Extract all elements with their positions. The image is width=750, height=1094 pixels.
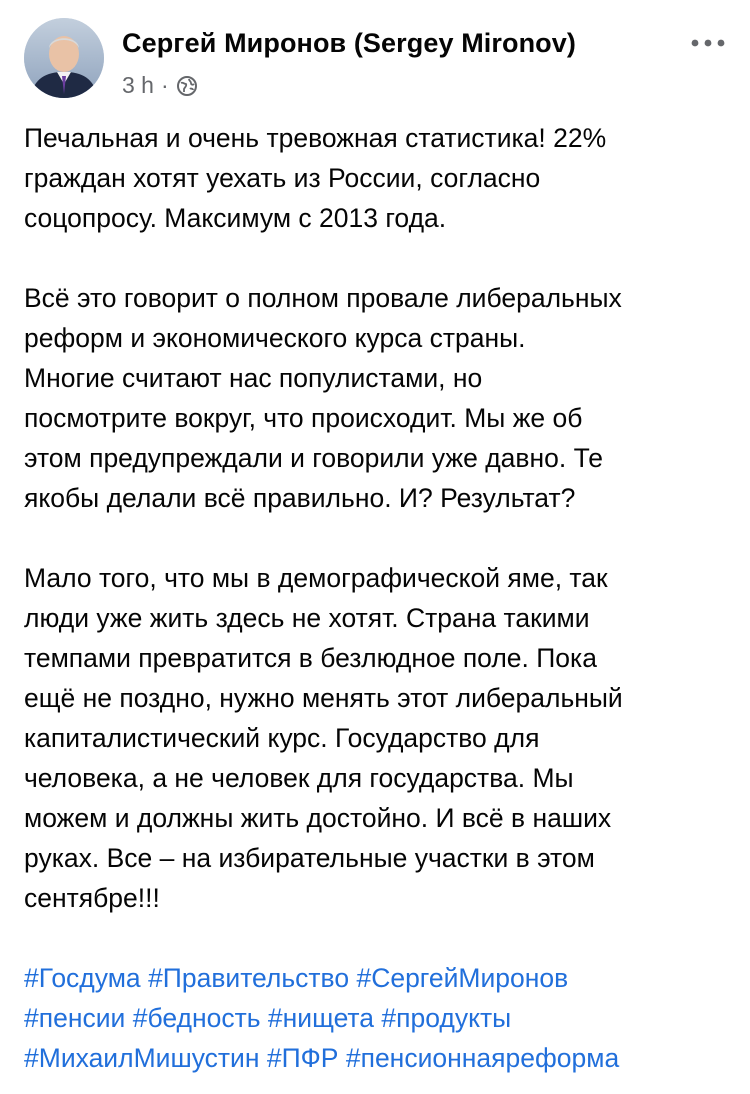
post-paragraph: Всё это говорит о полном провале либеральных реформ и экономического курса страны. Многие считают нас популистами, но посмотрите вокруг, что происходит. Мы же об этом предупреждали и говорили уже давно. Те якобы делали всё правильно. И? Результат? [24, 283, 622, 513]
hashtag-link[interactable]: #Правительство [148, 963, 350, 993]
more-dots-icon [691, 39, 725, 47]
hashtag-list [24, 958, 736, 1078]
post-time[interactable]: 3 h [122, 72, 154, 98]
hashtag-link[interactable]: #пенсии [24, 1003, 126, 1033]
post-header [24, 18, 734, 100]
hashtag-link[interactable]: #СергейМиронов [356, 963, 569, 993]
hashtag-link[interactable]: #ПФР [266, 1043, 339, 1073]
post-body [24, 118, 736, 1078]
hashtag-link[interactable]: #бедность [132, 1003, 261, 1033]
hashtag-link[interactable]: #продукты [381, 1003, 512, 1033]
post-paragraph: Мало того, что мы в демографической яме, так люди уже жить здесь не хотят. Страна такими темпами превратится в безлюдное поле. Пока ещё не поздно, нужно менять этот либеральный капиталистический курс. Государство для человека, а не человек для государства. Мы можем и должны жить достойно. И всё в наших руках. Все – на избирательные участки в этом сентябре!!! [24, 563, 623, 913]
hashtag-link[interactable]: #МихаилМишустин [24, 1043, 260, 1073]
hashtag-link[interactable]: #Госдума [24, 963, 141, 993]
avatar[interactable] [24, 18, 104, 98]
hashtag-link[interactable]: #нищета [267, 1003, 375, 1033]
post-paragraph: Печальная и очень тревожная статистика! 22% граждан хотят уехать из России, согласно соцопросу. Максимум с 2013 года. [24, 123, 607, 233]
post-meta [122, 72, 198, 99]
globe-icon [176, 75, 198, 97]
meta-separator: · [160, 72, 169, 98]
more-options-button[interactable] [688, 28, 728, 58]
hashtag-link[interactable]: #пенсионнаяреформа [345, 1043, 620, 1073]
author-name[interactable]: Сергей Миронов (Sergey Mironov) [122, 28, 576, 58]
